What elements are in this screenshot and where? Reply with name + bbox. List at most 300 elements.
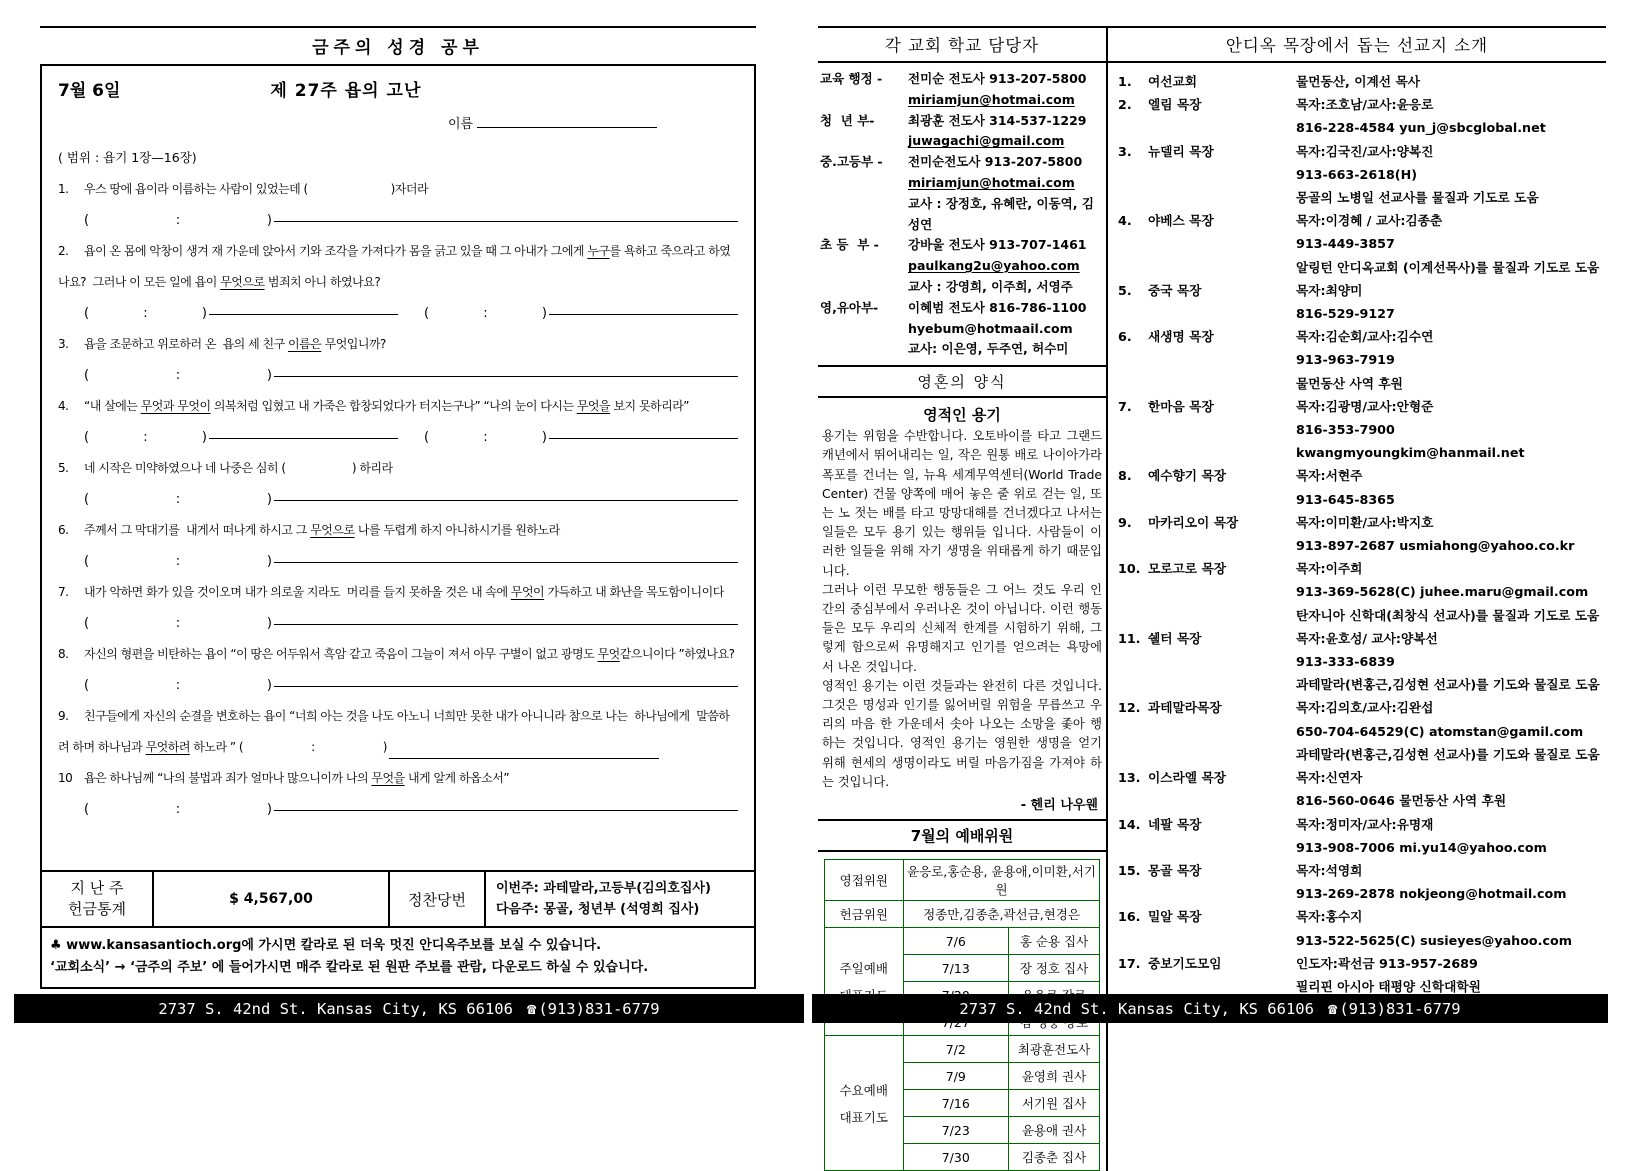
paren-open: ( [84, 213, 90, 228]
question-segment: 가득하고 내 화난을 목도함이니이다 [544, 585, 724, 599]
question-text [58, 763, 738, 794]
contact-line: 이혜범 전도사 816-786-1100 [908, 299, 1087, 315]
mission-detail-line: 650-704-64529(C) atomstan@gamil.com [1296, 723, 1584, 739]
question-item [58, 577, 738, 639]
mission-detail-line: 목자:신연자 [1296, 770, 1363, 786]
answer-parens [84, 430, 209, 445]
mission-number: 17. [1118, 955, 1141, 971]
paren-close: ) [541, 306, 547, 321]
question-segment: “내 살에는 [84, 399, 141, 413]
contact-entry [820, 235, 1104, 297]
mission-detail-lines [1296, 325, 1606, 395]
scope-note: ( 범위 : 욥기 1장—16장) [58, 150, 197, 165]
mission-detail-line: 물먼동산, 이계선 목사 [1296, 74, 1420, 89]
mission-detail-lines [1296, 859, 1606, 905]
question-segment: 욥이 온 몸에 악창이 생겨 재 가운데 앉아서 기와 조각을 가져다가 몸을 긁고 있을 때 그 아내가 그에게 [84, 244, 588, 258]
question-item [58, 174, 738, 236]
soul-food-paragraph: 그러나 이런 무모한 행동들은 그 어느 것도 우리 인간의 중심부에서 우러나온 것이 아닙니다. 이런 행동들은 모두 우리의 신체적 한계를 시험하기 위해, 그렇게 함으로써 유명해지고 인기를 얻으려는 욕망에서 나온 것입니다. [822, 582, 1102, 674]
mission-detail-lines [1296, 511, 1606, 557]
contact-role: 교육 행정 - [820, 71, 883, 86]
contact-role: 영,유아부- [820, 299, 879, 315]
mission-detail-lines [1296, 70, 1606, 93]
website-notice-line2: ‘교회소식’ → ‘금주의 주보’ 에 들어가시면 매주 칼라로 된 원판 주보를 관람, 다운로드 하실 수 있습니다. [50, 960, 649, 975]
mission-detail-line: 목자:정미자/교사:유명재 [1296, 816, 1434, 832]
paren-close: ) [266, 678, 272, 693]
question-segment: 우스 땅에 욥이라 이름하는 사람이 있었는데 ( )자더라 [84, 182, 429, 196]
contact-lines [908, 111, 1104, 153]
footer-right [812, 994, 1608, 1023]
answer-parens [84, 678, 274, 693]
paren-close: ) [382, 740, 387, 754]
mission-detail-line: 816-560-0646 물먼동산 사역 후원 [1296, 793, 1507, 809]
contact-lines [908, 298, 1104, 360]
question-segment: 친구들에게 자신의 순결을 변호하는 욥이 “너희 아는 것을 나도 아노니 너희만 못한 내가 아니니라 참으로 나는 하나님에게 말씀하려 하며 하나님과 [58, 709, 730, 754]
contact-line: 최광훈 전도사 314-537-1229 [908, 112, 1087, 128]
mission-detail-line: 목자:이미환/교사:박지호 [1296, 514, 1434, 530]
question-segment: 무엇입니까? [321, 337, 386, 351]
answer-row [58, 298, 738, 329]
contact-line: hyebum@hotmaail.com [908, 320, 1073, 336]
answer-colon: : [175, 213, 181, 228]
name-field [58, 108, 738, 141]
answer-parens [84, 368, 274, 383]
mission-item [1118, 952, 1606, 998]
question-number: 6. [58, 523, 69, 537]
question-segment: 네 시작은 미약하였으나 네 나중은 심히 ( ) 하리라 [84, 461, 393, 475]
mission-detail-line: 목자:서현주 [1296, 468, 1363, 484]
worship-row [824, 860, 1099, 901]
question-number: 3. [58, 337, 69, 351]
worship-person: 서기원 집사 [1008, 1090, 1099, 1117]
mission-detail-lines [1296, 696, 1606, 766]
mission-detail-lines [1296, 93, 1606, 139]
school-contacts [818, 63, 1106, 365]
answer-colon: : [175, 616, 181, 631]
question-segment: 내가 악하면 화가 있을 것이오며 내가 의로울 지라도 머리를 들지 못하올 것은 내 속에 [84, 585, 511, 599]
question-segment: 의복처럼 입혔고 내 가죽은 합창되었다가 터지는구나” “나의 눈이 다시는 [210, 399, 577, 413]
contact-line: paulkang2u@yahoo.com [908, 258, 1080, 274]
question-text [58, 577, 738, 608]
question-segment: 무엇을 [371, 771, 405, 785]
question-number: 1. [58, 182, 69, 196]
answer-colon: : [311, 740, 315, 754]
missions-list [1108, 63, 1606, 998]
mission-name: 이스라엘 목장 [1148, 770, 1226, 786]
mission-detail-line: 913-897-2687 usmiahong@yahoo.co.kr [1296, 538, 1575, 554]
mission-name: 새생명 목장 [1148, 329, 1214, 345]
mission-number: 1. [1118, 74, 1132, 89]
mission-detail-lines [1296, 557, 1606, 627]
answer-row [58, 546, 738, 577]
mission-detail-lines [1296, 905, 1606, 951]
worship-group-label-line2: 대표기도 [839, 1109, 888, 1125]
question-segment: 욥을 조문하고 위로하러 온 욥의 세 친구 [84, 337, 288, 351]
paren-close: ) [266, 616, 272, 631]
paren-open: ( [84, 492, 90, 507]
duty-weeks [486, 872, 754, 926]
question-segment: 주께서 그 막대기를 내게서 떠나게 하시고 그 [84, 523, 311, 537]
worship-row [824, 1036, 1099, 1063]
question-number: 5. [58, 461, 69, 475]
worship-row-label: 영접위원 [824, 860, 903, 901]
worship-date: 7/2 [903, 1036, 1008, 1063]
contact-line: 교사: 이은영, 두주연, 허수미 [908, 341, 1069, 357]
question-segment: 자신의 형편을 비탄하는 욥이 “이 땅은 어두워서 흑암 같고 죽음이 그늘이 져서 아무 구별이 없고 광명도 [84, 647, 598, 661]
answer-blank-line [549, 313, 738, 315]
mission-detail-lines [1296, 209, 1606, 279]
mission-number: 14. [1118, 816, 1141, 832]
footer-address: 2737 S. 42nd St. Kansas City, KS 66106 [959, 999, 1314, 1018]
soul-food-paragraph: 용기는 위험을 수반합니다. 오토바이를 타고 그랜드 캐년에서 뛰어내리는 일, 작은 원통 배로 나이아가라 폭포를 건너는 일, 뉴욕 세계무역센터(World Trade Center) 건물 양쪽에 매어 놓은 줄 위로 걷는 일, 또는 노 젓는 배를 타고 망망대해를 건너겠다고 나서는 일들은 모두 용기 있는 행위들 입니다. 사람들이 이러한 일들을 위해 자기 생명을 위태롭게 하기 때문입니다. [822, 429, 1102, 578]
paren-close: ) [266, 213, 272, 228]
mission-detail-line: 목자:이경혜 / 교사:김종춘 [1296, 213, 1443, 229]
mission-item [1118, 395, 1606, 465]
duty-label: 정찬당번 [390, 872, 486, 926]
mission-detail-line: 목자:김국진/교사:양복진 [1296, 143, 1434, 159]
footer-phone: (913)831-6779 [538, 999, 660, 1018]
mission-number: 5. [1118, 282, 1132, 298]
worship-date: 7/16 [903, 1090, 1008, 1117]
mission-detail-line: 목자:김의호/교사:김완섭 [1296, 700, 1434, 716]
worship-person: 윤영희 권사 [1008, 1063, 1099, 1090]
question-item [58, 639, 738, 701]
mission-item [1118, 70, 1606, 93]
name-blank-line [477, 113, 657, 128]
phone-icon: ☎ [526, 999, 537, 1018]
name-label: 이름 [448, 117, 474, 132]
contact-line: 교사 : 장정호, 유혜란, 이동역, 김성연 [908, 195, 1094, 232]
duty-this-week: 이번주: 과테말라,고등부(김의호집사) [496, 881, 711, 896]
contact-entry [820, 298, 1104, 360]
mission-detail-lines [1296, 627, 1606, 697]
answer-colon: : [483, 430, 488, 445]
question-text [58, 701, 738, 763]
mission-detail-line: 몽골의 노병일 선교사를 물질과 기도로 도움 [1296, 190, 1539, 206]
mission-item [1118, 209, 1606, 279]
mission-detail-line: 913-269-2878 nokjeong@hotmail.com [1296, 886, 1567, 902]
question-segment: 무엇과 무엇이 [140, 399, 211, 413]
mission-detail-line: 과테말라(변홍근,김성현 선교사)를 기도와 물질로 도움 [1296, 746, 1600, 762]
mission-number: 9. [1118, 514, 1132, 530]
mission-detail-line: 816-529-9127 [1296, 306, 1395, 322]
mission-detail-line: 913-333-6839 [1296, 654, 1395, 670]
mission-name: 예수향기 목장 [1148, 468, 1226, 484]
question-segment: 무엇하려 [145, 740, 190, 754]
contact-lines [908, 235, 1104, 297]
answer-blank-line [274, 623, 738, 625]
mission-item [1118, 140, 1606, 210]
mission-detail-line: 물먼동산 사역 후원 [1296, 375, 1403, 391]
question-segment: 욥은 하나님께 “나의 불법과 죄가 얼마나 많으니이까 나의 [84, 771, 372, 785]
mission-detail-line: 알링턴 안디옥교회 (이계선목사)를 물질과 기도로 도움 [1296, 259, 1600, 275]
answer-inline [238, 740, 659, 763]
bible-study-title: 금주의 성경 공부 [40, 26, 756, 64]
answer-blank-line [274, 809, 738, 811]
worship-group-label [824, 1036, 903, 1171]
question-segment: 이름은 [288, 337, 322, 351]
mission-item [1118, 511, 1606, 557]
contact-line: 교사 : 강영희, 이주희, 서영주 [908, 278, 1073, 294]
question-text [58, 236, 738, 298]
question-segment: 누구 [587, 244, 610, 258]
worksheet-week-title: 제 27주 욥의 고난 [270, 81, 422, 101]
mission-detail-line: 913-369-5628(C) juhee.maru@gmail.com [1296, 584, 1589, 600]
soul-food-section-title: 영혼의 양식 [818, 365, 1106, 398]
answer-parens [84, 492, 274, 507]
worship-title: 7월의 예배위원 [818, 819, 1106, 852]
mission-item [1118, 813, 1606, 859]
worship-row [824, 901, 1099, 928]
answer-colon: : [483, 306, 488, 321]
mission-number: 16. [1118, 909, 1141, 925]
mission-name: 엘림 목장 [1148, 97, 1202, 113]
worship-date: 7/9 [903, 1063, 1008, 1090]
answer-group [84, 306, 398, 321]
paren-close: ) [201, 306, 207, 321]
mission-number: 3. [1118, 143, 1132, 159]
paren-close: ) [201, 430, 207, 445]
question-segment: 보지 못하리라” [610, 399, 690, 413]
contact-role: 초 등 부 - [820, 237, 879, 253]
mission-detail-line: 913-663-2618(H) [1296, 166, 1418, 182]
answer-row [58, 205, 738, 236]
mission-detail-line: 목자:이주희 [1296, 561, 1363, 577]
mission-item [1118, 325, 1606, 395]
worksheet-header [58, 74, 738, 108]
paren-close: ) [266, 492, 272, 507]
mission-number: 8. [1118, 468, 1132, 484]
answer-group [239, 732, 659, 763]
footer-address: 2737 S. 42nd St. Kansas City, KS 66106 [158, 999, 513, 1018]
question-text [58, 174, 738, 205]
question-text [58, 329, 738, 360]
paren-open: ( [238, 740, 244, 754]
question-item [58, 391, 738, 453]
mission-number: 7. [1118, 398, 1132, 414]
mission-detail-line: 목자:김광명/교사:안형준 [1296, 398, 1434, 414]
question-segment: 하노라 ” [189, 740, 239, 754]
answer-colon: : [175, 554, 181, 569]
mission-name: 과테말라목장 [1148, 700, 1222, 716]
website-notice [40, 928, 756, 989]
contact-role: 청 년 부- [820, 112, 875, 128]
mission-detail-line: 913-449-3857 [1296, 236, 1395, 252]
paren-open: ( [84, 554, 90, 569]
paren-close: ) [266, 368, 272, 383]
answer-row [58, 484, 738, 515]
question-segment: 무엇 [597, 647, 620, 661]
paren-open: ( [84, 678, 90, 693]
answer-blank-line [274, 499, 738, 501]
answer-parens [84, 213, 274, 228]
offering-label-line2: 헌금통계 [68, 900, 126, 918]
mission-name: 모로고로 목장 [1148, 561, 1226, 577]
offering-row [40, 872, 756, 928]
mission-name: 중국 목장 [1148, 282, 1202, 298]
bible-study-panel [40, 26, 756, 989]
contact-lines [908, 152, 1104, 235]
answer-blank-line [389, 757, 659, 759]
answer-colon: : [143, 306, 148, 321]
mission-number: 15. [1118, 862, 1141, 878]
mission-name: 몽골 목장 [1148, 862, 1202, 878]
mission-detail-lines [1296, 766, 1606, 812]
question-item [58, 701, 738, 763]
answer-parens [424, 306, 549, 321]
worship-group-label-line1: 주일예배 [839, 961, 888, 977]
answer-parens [84, 554, 274, 569]
question-text [58, 515, 738, 546]
paren-close: ) [541, 430, 547, 445]
mission-number: 11. [1118, 630, 1141, 646]
contact-entry [820, 152, 1104, 235]
mission-name: 야베스 목장 [1148, 213, 1214, 229]
mission-detail-line: 816-228-4584 yun_j@sbcglobal.net [1296, 120, 1546, 136]
mission-detail-line: 목자:윤호성/ 교사:양복선 [1296, 630, 1438, 646]
paren-open: ( [84, 430, 90, 445]
worship-person: 장 정호 집사 [1008, 955, 1099, 982]
answer-row [58, 794, 738, 825]
answer-group [84, 678, 738, 693]
worship-row [824, 928, 1099, 955]
mission-item [1118, 279, 1606, 325]
mission-detail-lines [1296, 279, 1606, 325]
question-segment: 내게 알게 하옵소서” [404, 771, 510, 785]
answer-group [84, 213, 738, 228]
footer-left [14, 994, 804, 1023]
mission-detail-line: 913-908-7006 mi.yu14@yahoo.com [1296, 839, 1547, 855]
question-text [58, 391, 738, 422]
school-title: 각 교회 학교 담당자 [818, 28, 1106, 63]
contact-line: miriamjun@hotmai.com [908, 91, 1075, 107]
soul-food-paragraphs [818, 427, 1106, 792]
mission-detail-line: 목자:김순회/교사:김수연 [1296, 329, 1434, 345]
answer-row [58, 608, 738, 639]
question-text [58, 453, 738, 484]
question-segment: 를 욕하고 죽으라고 하였나요? 그러나 이 모든 일에 욥이 [58, 244, 731, 289]
contact-line: 강바울 전도사 913-707-1461 [908, 237, 1087, 253]
contact-lines [908, 69, 1104, 111]
mission-detail-lines [1296, 813, 1606, 859]
answer-colon: : [175, 492, 181, 507]
mission-detail-line: 913-645-8365 [1296, 491, 1395, 507]
question-segment: 무엇으로 [220, 275, 265, 289]
answer-parens [84, 616, 274, 631]
worship-date: 7/30 [903, 1144, 1008, 1171]
answer-parens [84, 802, 274, 817]
mission-number: 4. [1118, 213, 1132, 229]
question-item [58, 515, 738, 577]
mission-detail-line: 목자:홍수지 [1296, 909, 1363, 925]
mission-detail-line: 인도자:곽선금 913-957-2689 [1296, 955, 1478, 971]
paren-open: ( [84, 306, 90, 321]
mission-item [1118, 464, 1606, 510]
worksheet-box [40, 64, 756, 872]
mission-item [1118, 766, 1606, 812]
question-number: 8. [58, 647, 69, 661]
answer-row [58, 670, 738, 701]
mission-detail-line: 목자:석영희 [1296, 862, 1363, 878]
contact-line: 전미순전도사 913-207-5800 [908, 154, 1083, 170]
mission-detail-lines [1296, 140, 1606, 210]
mission-detail-line: 필리핀 아시아 태평양 신학대학원 [1296, 978, 1481, 994]
footer-phone: (913)831-6779 [1339, 999, 1461, 1018]
question-segment: 무엇이 [510, 585, 545, 599]
answer-row [58, 360, 738, 391]
mission-detail-line: 913-522-5625(C) susieyes@yahoo.com [1296, 932, 1572, 948]
paren-open: ( [424, 306, 430, 321]
contact-role: 중.고등부 - [820, 154, 883, 170]
answer-group [84, 554, 738, 569]
worship-person: 최광훈전도사 [1008, 1036, 1099, 1063]
answer-group [84, 616, 738, 631]
mission-number: 2. [1118, 97, 1132, 113]
offering-amount: $ 4,567,00 [154, 872, 390, 926]
question-item [58, 763, 738, 825]
soul-food-paragraph: 영적인 용기는 이런 것들과는 완전히 다른 것입니다. 그것은 명성과 인기를 잃어버릴 위험을 무릅쓰고 우리의 마음 한 가운데서 솟아 나오는 소망을 좇아 행하는 것입니다. 영적인 용기는 영원한 생명을 얻기 위해 현세의 생명이라도 버릴 마음가짐을 가져야 하는 것입니다. [822, 678, 1102, 789]
worship-row-value: 윤응로,홍순용, 윤용애,이미환,서기원 [903, 860, 1099, 901]
mission-item [1118, 859, 1606, 905]
mission-detail-lines [1296, 952, 1606, 998]
answer-parens [239, 732, 389, 763]
paren-open: ( [84, 368, 90, 383]
question-number: 4. [58, 399, 69, 413]
mission-detail-line: 목자:최양미 [1296, 282, 1363, 298]
contact-entry [820, 69, 1104, 111]
question-number: 10 [58, 771, 73, 785]
worship-row-value: 정종만,김종춘,곽선금,현경은 [903, 901, 1099, 928]
worksheet-date: 7월 6일 [58, 81, 121, 101]
answer-blank-line [274, 220, 738, 222]
question-number: 7. [58, 585, 69, 599]
mission-detail-line: 과테말라(변홍근,김성현 선교사)를 기도와 물질로 도움 [1296, 677, 1600, 693]
answer-blank-line [274, 561, 738, 563]
mission-name: 여선교회 [1148, 74, 1198, 89]
answer-group [84, 492, 738, 507]
question-segment: 무엇을 [576, 399, 611, 413]
mission-name: 밀알 목장 [1148, 909, 1202, 925]
soul-food-author: - 헨리 나우웬 [1020, 798, 1098, 814]
answer-parens [424, 430, 549, 445]
worship-group-label-line1: 수요예배 [839, 1082, 888, 1098]
mission-item [1118, 696, 1606, 766]
mission-name: 마카리오이 목장 [1148, 514, 1239, 530]
answer-parens [84, 306, 209, 321]
question-number: 9. [58, 709, 69, 723]
website-notice-line1: ♣ www.kansasantioch.org에 가시면 칼라로 된 더욱 멋진 안디옥주보를 보실 수 있습니다. [50, 938, 602, 953]
mission-item [1118, 557, 1606, 627]
mission-detail-line: 913-963-7919 [1296, 352, 1395, 368]
mission-number: 12. [1118, 700, 1141, 716]
worship-date: 7/23 [903, 1117, 1008, 1144]
soul-food-article-title: 영적인 용기 [923, 406, 1001, 425]
paren-open: ( [84, 802, 90, 817]
mission-number: 10. [1118, 561, 1141, 577]
answer-blank-line [274, 375, 738, 377]
mission-detail-line: 목자:조호남/교사:윤응로 [1296, 97, 1434, 113]
answer-row [58, 422, 738, 453]
question-text [58, 639, 738, 670]
answer-group [84, 802, 738, 817]
worship-person: 김종춘 집사 [1008, 1144, 1099, 1171]
answer-colon: : [175, 368, 181, 383]
answer-colon: : [175, 678, 181, 693]
mission-detail-lines [1296, 395, 1606, 465]
mission-name: 쉘터 목장 [1148, 630, 1202, 646]
mission-item [1118, 93, 1606, 139]
missions-title: 안디옥 목장에서 돕는 선교지 소개 [1108, 28, 1606, 63]
mission-detail-line: 816-353-7900 kwangmyoungkim@hanmail.net [1296, 422, 1525, 461]
